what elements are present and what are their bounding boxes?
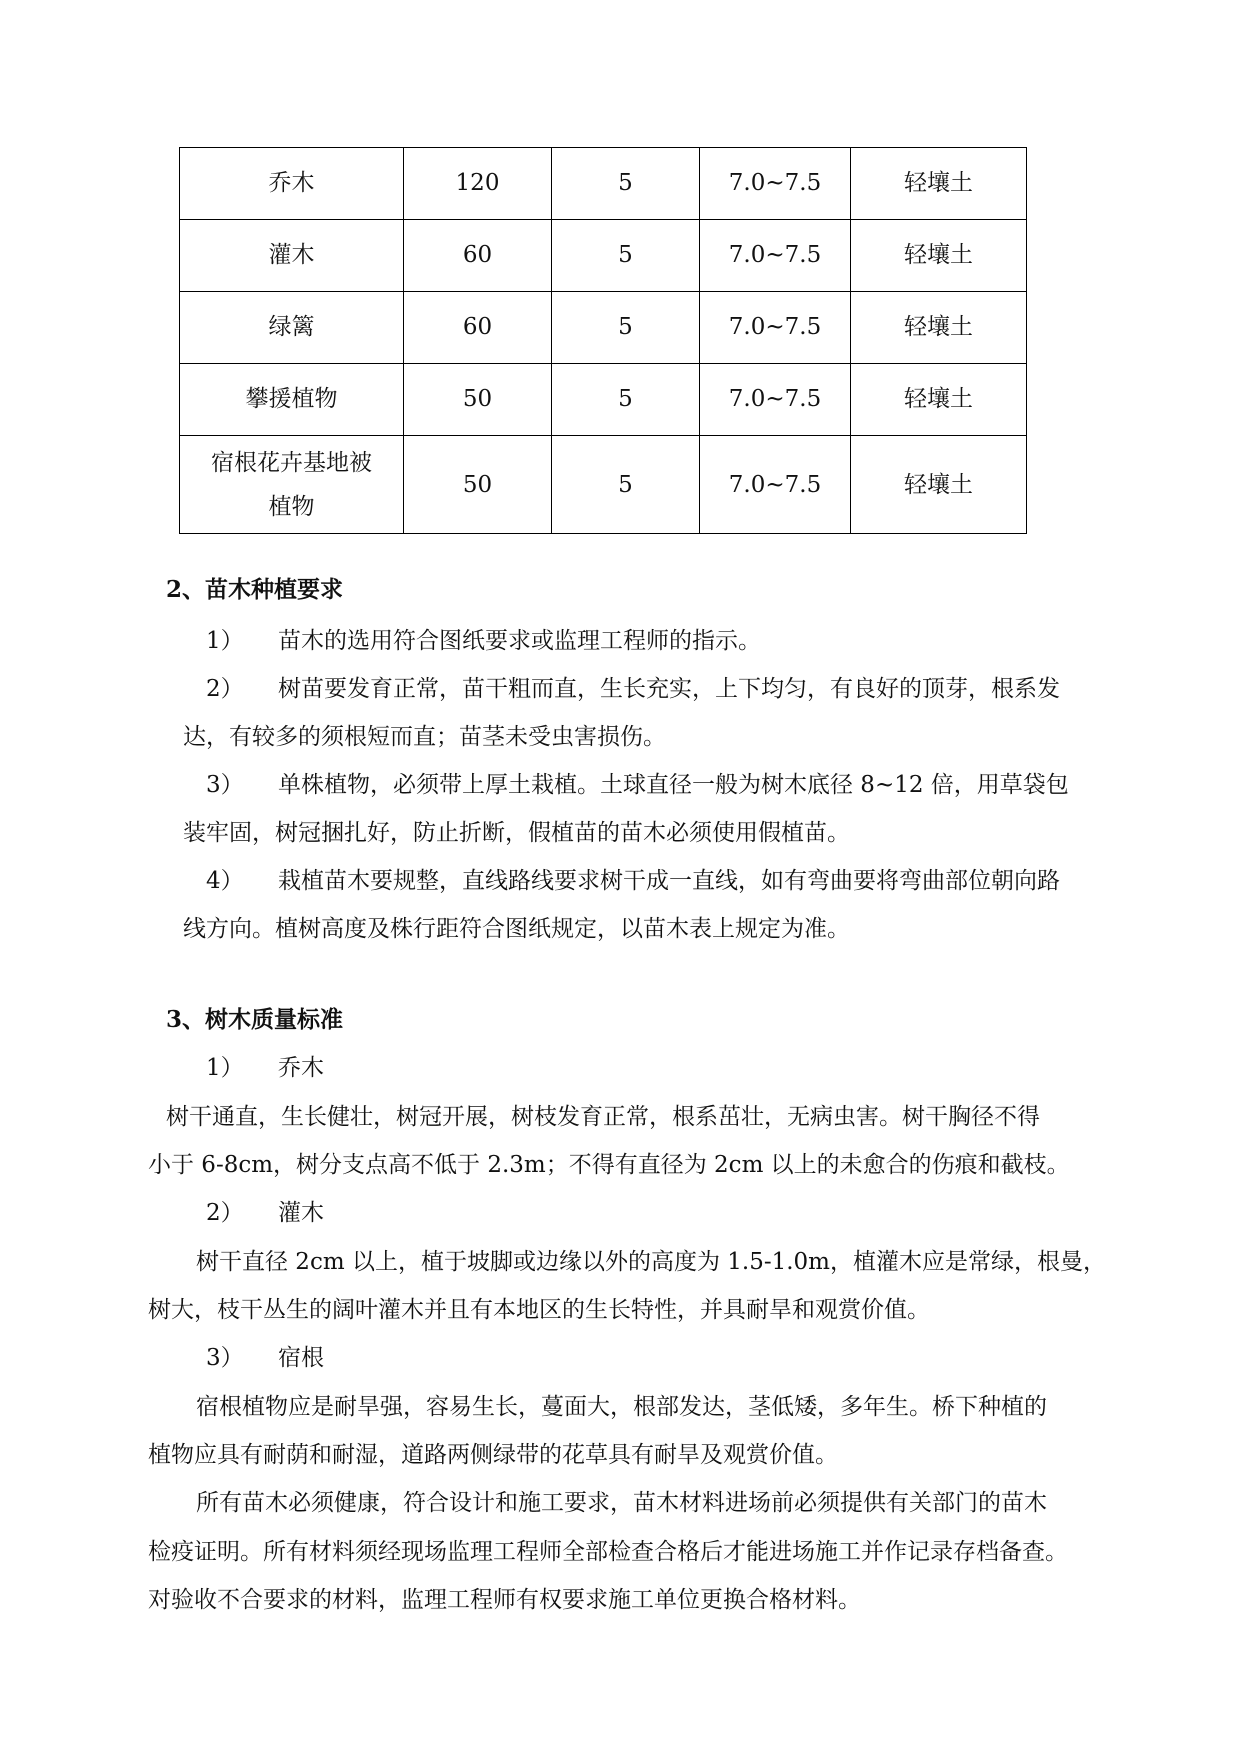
section-3-heading: 3、树木质量标准 <box>166 1006 344 1033</box>
item-number: 3） <box>206 772 244 798</box>
item-number: 2） <box>206 1200 244 1226</box>
paragraph-line: 对验收不合要求的材料，监理工程师有权要求施工单位更换合格材料。 <box>148 1587 861 1613</box>
soil-type-cell: 轻壤土 <box>851 436 1027 534</box>
table-cell: 5 <box>552 220 700 292</box>
table-cell: 5 <box>552 148 700 220</box>
table-cell: 60 <box>404 292 552 364</box>
ph-range-cell: 7.0~7.5 <box>700 148 851 220</box>
paragraph-line: 小于 6-8cm，树分支点高不低于 2.3m；不得有直径为 2cm 以上的未愈合的伤痕和截枝。 <box>148 1152 1070 1178</box>
item-text: 苗木的选用符合图纸要求或监理工程师的指示。 <box>278 628 761 654</box>
soil-requirements-table <box>179 147 1027 534</box>
item-text-continued: 达，有较多的须根短而直；苗茎未受虫害损伤。 <box>183 724 666 750</box>
plant-type-cell: 灌木 <box>180 220 404 292</box>
ph-range-cell: 7.0~7.5 <box>700 292 851 364</box>
table-cell: 5 <box>552 364 700 436</box>
soil-type-cell: 轻壤土 <box>851 148 1027 220</box>
item-number: 4） <box>206 868 244 894</box>
ph-range-cell: 7.0~7.5 <box>700 220 851 292</box>
section-2-heading: 2、苗木种植要求 <box>166 576 344 603</box>
item-number: 1） <box>206 1055 244 1081</box>
plant-type-cell: 乔木 <box>180 148 404 220</box>
table-cell: 5 <box>552 292 700 364</box>
table-row <box>180 292 1027 364</box>
item-number: 2） <box>206 676 244 702</box>
sub-heading <box>206 1053 324 1083</box>
item-text: 栽植苗木要规整，直线路线要求树干成一直线，如有弯曲要将弯曲部位朝向路 <box>278 868 1060 894</box>
table-row <box>180 148 1027 220</box>
ph-range-cell: 7.0~7.5 <box>700 364 851 436</box>
soil-type-cell: 轻壤土 <box>851 220 1027 292</box>
item-text-continued: 线方向。植树高度及株行距符合图纸规定，以苗木表上规定为准。 <box>183 916 850 942</box>
list-item <box>206 866 1060 896</box>
sub-heading <box>206 1343 324 1373</box>
ph-range-cell: 7.0~7.5 <box>700 436 851 534</box>
sub-heading-title: 灌木 <box>278 1200 324 1226</box>
sub-heading-title: 乔木 <box>278 1055 324 1081</box>
soil-type-cell: 轻壤土 <box>851 364 1027 436</box>
list-item <box>206 626 761 656</box>
paragraph-line: 所有苗木必须健康，符合设计和施工要求，苗木材料进场前必须提供有关部门的苗木 <box>196 1490 1047 1516</box>
table-cell: 50 <box>404 364 552 436</box>
paragraph-line: 树干直径 2cm 以上，植于坡脚或边缘以外的高度为 1.5-1.0m，植灌木应是常绿，根曼， <box>196 1249 1106 1275</box>
table-cell: 60 <box>404 220 552 292</box>
paragraph-line: 树大，枝干丛生的阔叶灌木并且有本地区的生长特性，并具耐旱和观赏价值。 <box>148 1297 930 1323</box>
table-row <box>180 220 1027 292</box>
list-item <box>206 770 1069 800</box>
list-item <box>206 674 1060 704</box>
item-text-continued: 装牢固，树冠捆扎好，防止折断，假植苗的苗木必须使用假植苗。 <box>183 820 850 846</box>
table-row <box>180 364 1027 436</box>
paragraph-line: 宿根植物应是耐旱强，容易生长，蔓面大，根部发达，茎低矮，多年生。桥下种植的 <box>196 1394 1047 1420</box>
sub-heading <box>206 1198 324 1228</box>
plant-type-cell: 攀援植物 <box>180 364 404 436</box>
table-row <box>180 436 1027 534</box>
plant-type-line: 植物 <box>268 493 315 520</box>
sub-heading-title: 宿根 <box>278 1345 324 1371</box>
paragraph-line: 树干通直，生长健壮，树冠开展，树枝发育正常，根系茁壮，无病虫害。树干胸径不得 <box>166 1104 1040 1130</box>
paragraph-line: 植物应具有耐荫和耐湿，道路两侧绿带的花草具有耐旱及观赏价值。 <box>148 1442 838 1468</box>
soil-type-cell: 轻壤土 <box>851 292 1027 364</box>
plant-type-cell <box>180 436 404 534</box>
item-text: 单株植物，必须带上厚土栽植。土球直径一般为树木底径 8~12 倍，用草袋包 <box>278 772 1069 798</box>
item-text: 树苗要发育正常，苗干粗而直，生长充实，上下均匀，有良好的顶芽，根系发 <box>278 676 1060 702</box>
paragraph-line: 检疫证明。所有材料须经现场监理工程师全部检查合格后才能进场施工并作记录存档备查。 <box>148 1539 1068 1565</box>
item-number: 1） <box>206 628 244 654</box>
plant-type-cell: 绿篱 <box>180 292 404 364</box>
plant-type-line: 宿根花卉基地被 <box>211 449 372 476</box>
table-cell: 120 <box>404 148 552 220</box>
table-cell: 50 <box>404 436 552 534</box>
item-number: 3） <box>206 1345 244 1371</box>
table-cell: 5 <box>552 436 700 534</box>
